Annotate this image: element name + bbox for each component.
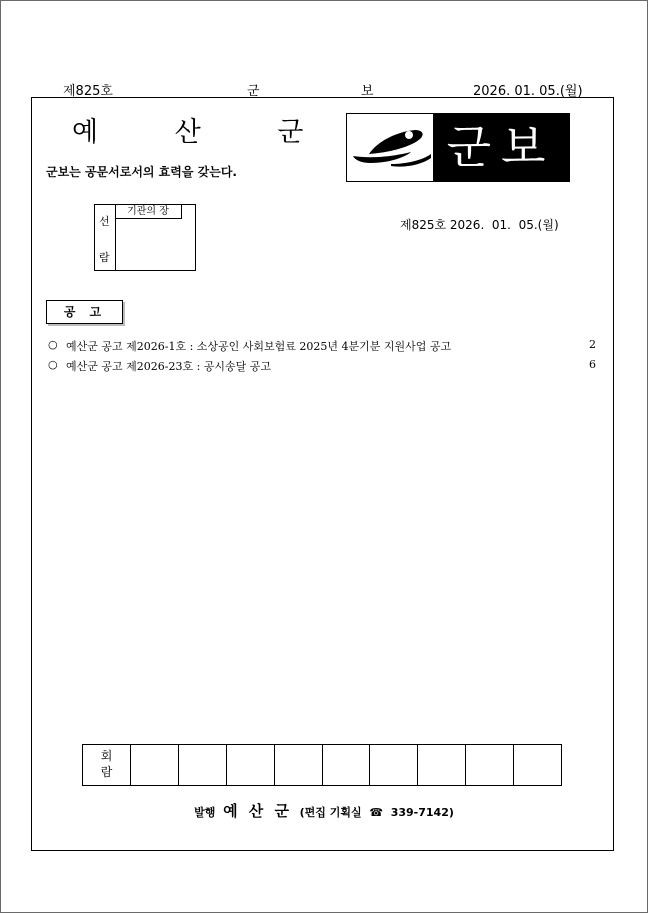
gazette-logo	[346, 113, 570, 182]
county-title: 예 산 군	[72, 117, 338, 148]
notice-page-number: 6	[589, 358, 596, 371]
circulation-cell	[370, 745, 418, 785]
section-title-notices: 공고	[46, 300, 123, 324]
circulation-cell	[275, 745, 323, 785]
header-pub-word-2: 보	[361, 84, 374, 99]
county-emblem-icon	[347, 114, 433, 181]
circulation-cell	[227, 745, 275, 785]
notice-title[interactable]: 예산군 공고 제2026-1호 : 소상공인 사회보험료 2025년 4분기분 지원사업 공고	[66, 340, 452, 353]
circulation-table	[82, 744, 562, 786]
notice-page-number: 2	[589, 338, 596, 351]
circulation-cell	[514, 745, 561, 785]
list-bullet: ○	[48, 338, 58, 351]
approval-box	[94, 204, 196, 271]
circulation-cell	[466, 745, 514, 785]
approval-head-label: 기관의 장	[115, 205, 182, 219]
publisher-prefix: 발행	[194, 806, 216, 819]
header-issue-no: 제825호	[63, 84, 113, 99]
header-pub-word-1: 군	[247, 84, 260, 99]
phone-icon: ☎	[369, 806, 384, 819]
circulation-label-char-1: 회	[100, 749, 113, 763]
issue-line: 제825호 2026. 01. 05.(월)	[400, 218, 559, 232]
circulation-cell	[323, 745, 371, 785]
circulation-cell	[179, 745, 227, 785]
logo-text: 군보	[433, 114, 569, 181]
publisher-footer	[0, 800, 648, 821]
header-date: 2026. 01. 05.(월)	[473, 84, 583, 99]
notice-title[interactable]: 예산군 공고 제2026-23호 : 공시송달 공고	[66, 360, 272, 373]
editorial-office: (편집 기획실	[299, 806, 362, 819]
tagline: 군보는 공문서로서의 효력을 갖는다.	[46, 165, 237, 179]
phone-number: 339-7142)	[390, 806, 454, 819]
circulation-label	[83, 745, 131, 785]
approval-side-char-2: 람	[99, 251, 110, 264]
circulation-label-char-2: 람	[100, 765, 113, 779]
list-bullet: ○	[48, 358, 58, 371]
approval-side-char-1: 선	[99, 215, 110, 228]
approval-side-label	[95, 205, 116, 270]
circulation-cell	[418, 745, 466, 785]
circulation-cell	[131, 745, 179, 785]
publisher-name: 예 산 군	[223, 802, 292, 820]
